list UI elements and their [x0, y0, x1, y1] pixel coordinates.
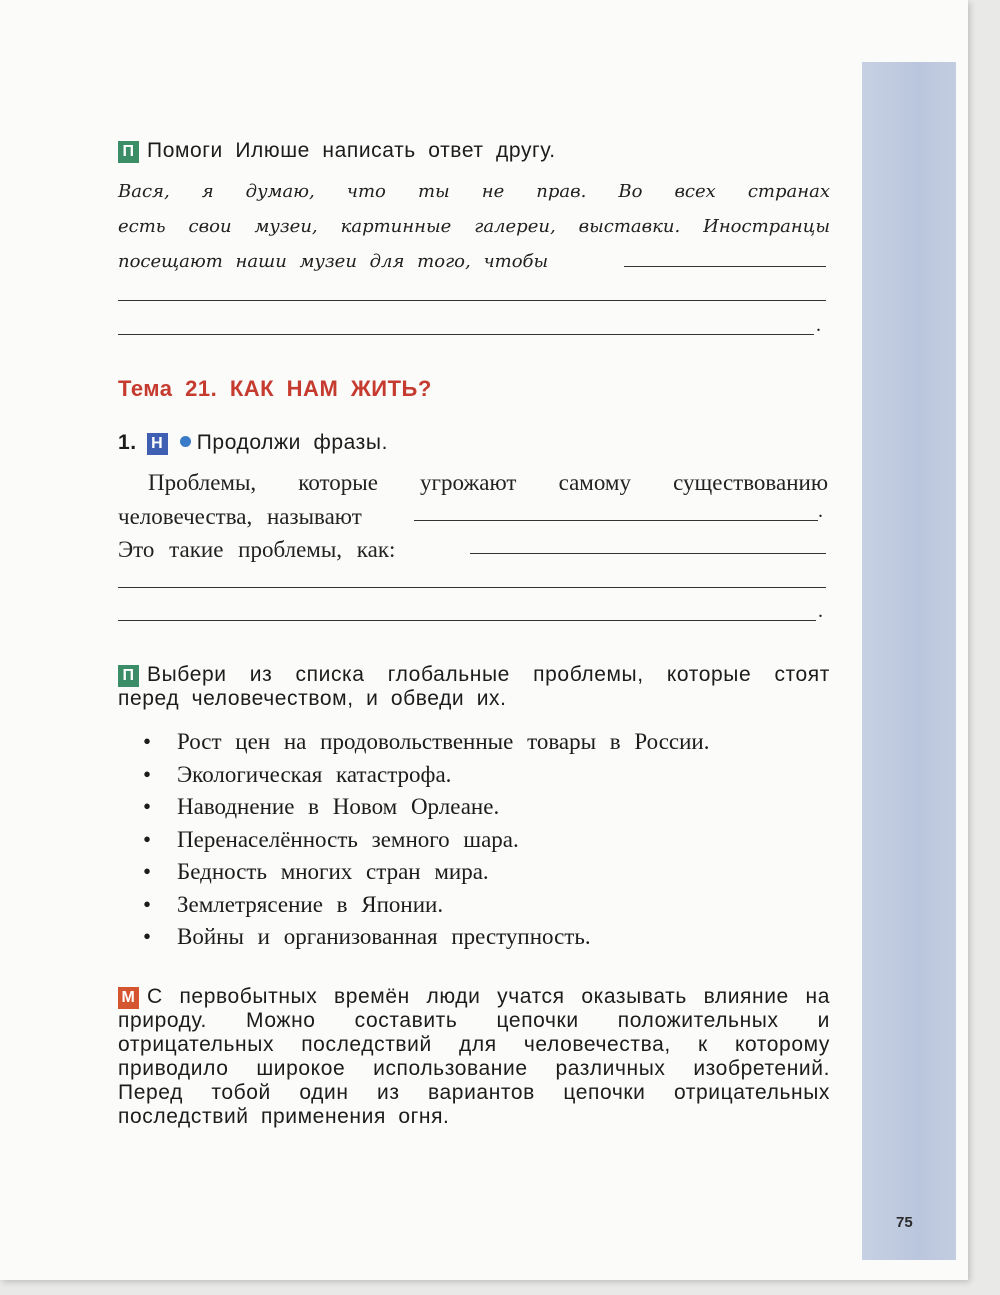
page-number: 75	[896, 1214, 913, 1231]
handwriting-line: посещают наши музеи для того, чтобы	[118, 251, 549, 272]
line-end-dot: .	[816, 314, 821, 336]
task-tag-p: П	[118, 665, 139, 687]
answer-line[interactable]	[624, 266, 826, 267]
list-item-text: Перенаселённость земного шара.	[177, 826, 519, 852]
exercise-1-header	[118, 431, 830, 455]
task-help-ilyusha	[118, 139, 830, 163]
bullet: •	[143, 729, 152, 754]
handwriting-line: Вася, я думаю, что ты не прав. Во всех странах	[118, 181, 830, 202]
task-choose-problems	[118, 663, 830, 711]
phrase-line-2: человечества, называют	[118, 504, 362, 529]
list-item-text: Наводнение в Новом Орлеане.	[177, 794, 500, 819]
answer-line[interactable]	[414, 520, 818, 521]
task-inventions-chain	[118, 985, 830, 1129]
task-text: Выбери из списка глобальные проблемы, которые стоят перед человечеством, и обведи их.	[118, 663, 830, 710]
list-item[interactable]	[140, 824, 709, 857]
list-item[interactable]	[140, 921, 709, 954]
list-item[interactable]	[140, 889, 709, 922]
answer-line[interactable]	[118, 620, 816, 621]
line-end-dot: .	[818, 500, 823, 522]
bullet: •	[143, 761, 152, 787]
phrase-line-1: Проблемы, которые угрожают самому существованию	[148, 470, 828, 495]
answer-line[interactable]	[118, 334, 814, 335]
handwritten-answer	[118, 174, 830, 279]
list-item[interactable]	[140, 726, 709, 759]
task-tag-n: Н	[147, 433, 168, 455]
bullet: •	[143, 859, 152, 884]
bullet: •	[143, 794, 152, 819]
task-text: С первобытных времён люди учатся оказывать влияние на природу. Можно составить цепочки положительных и отрицательных последствий для человечества, к которому приводило широкое использование различных изобретений. Перед тобой один из вариантов цепочки отрицательных последствий применения огня.	[118, 985, 830, 1128]
answer-line[interactable]	[470, 553, 826, 554]
task-tag-p: П	[118, 141, 139, 163]
answer-line[interactable]	[118, 587, 826, 588]
list-item[interactable]	[140, 791, 709, 824]
topic-title: Тема 21. КАК НАМ ЖИТЬ?	[118, 376, 432, 401]
task-text: Помоги Илюше написать ответ другу.	[147, 139, 556, 162]
page-edge-strip	[862, 62, 956, 1260]
list-item-text: Бедность многих стран мира.	[177, 859, 489, 884]
list-item-text: Войны и организованная преступность.	[177, 924, 591, 949]
line-end-dot: .	[818, 600, 823, 622]
problems-list	[140, 726, 709, 954]
bullet: •	[143, 924, 152, 949]
list-item-text: Рост цен на продовольственные товары в России.	[177, 729, 710, 754]
answer-line[interactable]	[118, 300, 826, 301]
handwriting-line: есть свои музеи, картинные галереи, выставки. Иностранцы	[118, 216, 830, 237]
exercise-instruction: Продолжи фразы.	[196, 431, 389, 454]
blue-dot-icon	[180, 436, 191, 447]
phrase-line-3: Это такие проблемы, как:	[118, 537, 396, 562]
list-item[interactable]	[140, 759, 709, 792]
list-item-text: Землетрясение в Японии.	[177, 891, 444, 917]
bullet: •	[143, 891, 152, 917]
bullet: •	[143, 826, 152, 852]
list-item[interactable]	[140, 856, 709, 889]
exercise-number: 1.	[118, 431, 137, 454]
task-tag-m: М	[118, 987, 139, 1009]
list-item-text: Экологическая катастрофа.	[177, 761, 452, 787]
